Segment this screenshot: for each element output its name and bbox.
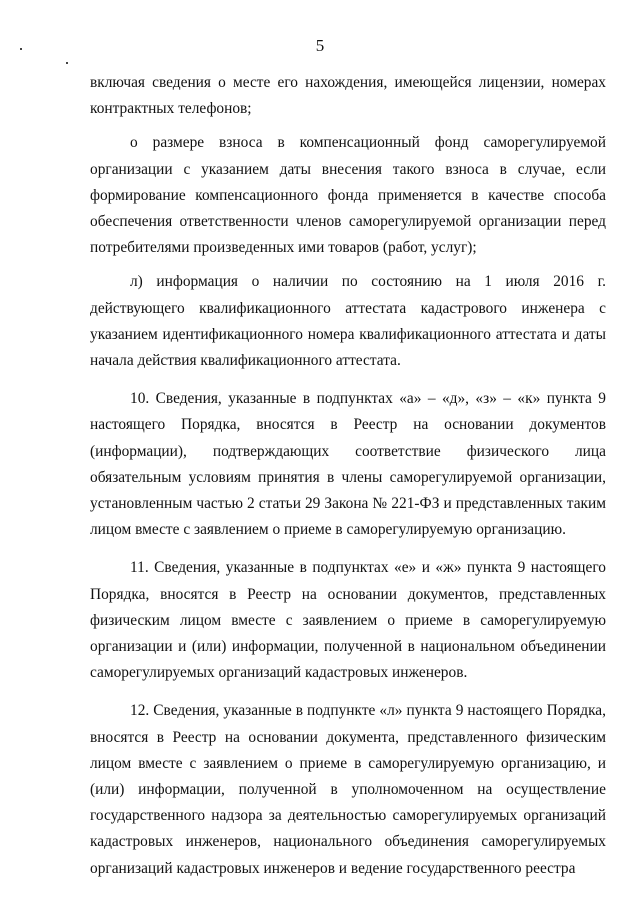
paragraph-subitem-l: л) информация о наличии по состоянию на 1 июля 2016 г. действующего квалификационного аттестата кадастрового инженера с указанием идентификационного номера квалификационного аттестата и даты начала действия квалификационного аттестата. bbox=[90, 273, 606, 370]
paragraph-12: 12. Сведения, указанные в подпункте «л» пункта 9 настоящего Порядка, вносятся в Реестр на основании документа, представленного физическим лицом вместе с заявлением о приеме в саморегулируемую организацию, и (или) информации, полученной в уполномоченном на осуществление государственного надзора за деятельностью саморегулируемых организаций кадастровых инженеров, национального объединения саморегулируемых организаций кадастровых инженеров и ведение государственного реестра bbox=[90, 702, 606, 877]
page-number: 5 bbox=[315, 36, 325, 55]
paragraph-continuation: включая сведения о месте его нахождения, имеющейся лицензии, номерах контрактных телефонов; bbox=[90, 74, 606, 118]
scan-speck bbox=[66, 62, 68, 64]
document-body bbox=[90, 70, 606, 882]
paragraph-fee-info: о размере взноса в компенсационный фонд саморегулируемой организации с указанием даты внесения такого взноса в случае, если формирование компенсационного фонда применяется в качестве способа обеспечения ответственности членов саморегулируемой организации перед потребителями произведенных ими товаров (работ, услуг); bbox=[90, 134, 606, 257]
paragraph-11: 11. Сведения, указанные в подпунктах «е» и «ж» пункта 9 настоящего Порядка, вносятся в Реестр на основании документов, представленных физическим лицом вместе с заявлением о приеме в саморегулируемую организации и (или) информации, полученной в национальном объединении саморегулируемых организаций кадастровых инженеров. bbox=[90, 559, 606, 682]
paragraph-10: 10. Сведения, указанные в подпунктах «а» – «д», «з» – «к» пункта 9 настоящего Порядка, вносятся в Реестр на основании документов (информации), подтверждающих соответствие физического лица обязательным условиям принятия в члены саморегулируемой организации, установленным частью 2 статьи 29 Закона № 221-ФЗ и представленных таким лицом вместе с заявлением о приеме в саморегулируемую организацию. bbox=[90, 390, 606, 539]
